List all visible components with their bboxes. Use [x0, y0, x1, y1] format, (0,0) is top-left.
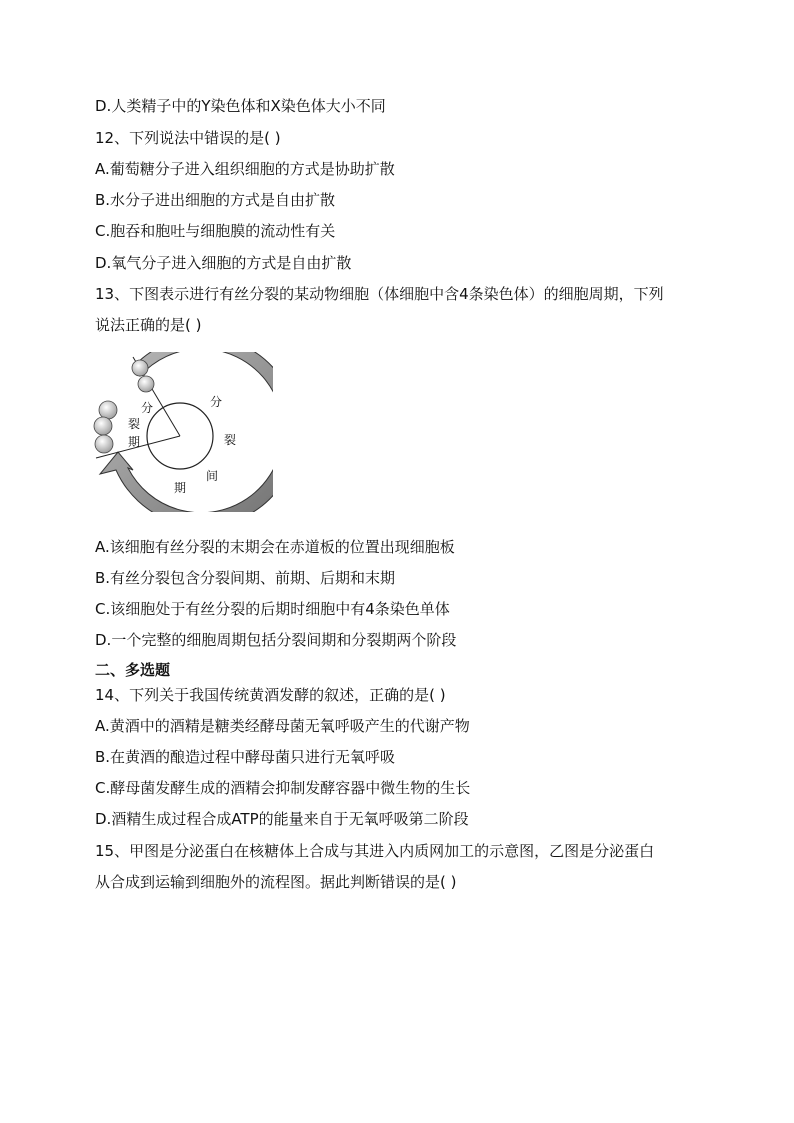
q14-option-b: B.在黄酒的酿造过程中酵母菌只进行无氧呼吸	[95, 748, 396, 766]
cell-stage-1	[132, 360, 148, 376]
interphase-label-4: 期	[174, 481, 187, 495]
q15-stem-line2: 从合成到运输到细胞外的流程图。据此判断错误的是( )	[95, 873, 457, 891]
q13-option-b: B.有丝分裂包含分裂间期、前期、后期和末期	[95, 569, 396, 587]
cell-cycle-diagram	[88, 352, 273, 512]
q14-option-d: D.酒精生成过程合成ATP的能量来自于无氧呼吸第二阶段	[95, 810, 469, 828]
section-title-multiple-choice: 二、多选题	[95, 661, 171, 679]
q14-stem: 14、下列关于我国传统黄酒发酵的叙述，正确的是( )	[95, 686, 446, 704]
q12-option-b: B.水分子进出细胞的方式是自由扩散	[95, 191, 336, 209]
cell-stage-5	[95, 435, 113, 453]
mitosis-label-1: 分	[141, 401, 154, 415]
q13-stem-line2: 说法正确的是( )	[95, 316, 202, 334]
cell-stage-4	[94, 417, 112, 435]
interphase-label-2: 裂	[224, 433, 237, 447]
q13-option-c: C.该细胞处于有丝分裂的后期时细胞中有4条染色单体	[95, 600, 450, 618]
q13-option-d: D.一个完整的细胞周期包括分裂间期和分裂期两个阶段	[95, 631, 457, 649]
q11-option-d: D.人类精子中的Y染色体和X染色体大小不同	[95, 97, 386, 115]
q12-stem: 12、下列说法中错误的是( )	[95, 129, 281, 147]
q12-option-d: D.氧气分子进入细胞的方式是自由扩散	[95, 254, 352, 272]
q13-option-a: A.该细胞有丝分裂的末期会在赤道板的位置出现细胞板	[95, 538, 455, 556]
q14-option-a: A.黄酒中的酒精是糖类经酵母菌无氧呼吸产生的代谢产物	[95, 717, 470, 735]
q13-stem-line1: 13、下图表示进行有丝分裂的某动物细胞（体细胞中含4条染色体）的细胞周期，下列	[95, 285, 664, 303]
interphase-label-3: 间	[206, 469, 219, 483]
q12-option-a: A.葡萄糖分子进入组织细胞的方式是协助扩散	[95, 160, 395, 178]
q12-option-c: C.胞吞和胞吐与细胞膜的流动性有关	[95, 222, 336, 240]
cell-stage-3	[99, 401, 117, 419]
mitosis-label-2: 裂	[128, 417, 141, 431]
interphase-label-1: 分	[210, 395, 223, 409]
q15-stem-line1: 15、甲图是分泌蛋白在核糖体上合成与其进入内质网加工的示意图，乙图是分泌蛋白	[95, 842, 655, 860]
q14-option-c: C.酵母菌发酵生成的酒精会抑制发酵容器中微生物的生长	[95, 779, 471, 797]
mitosis-label-3: 期	[128, 435, 141, 449]
cell-stage-2	[138, 376, 154, 392]
